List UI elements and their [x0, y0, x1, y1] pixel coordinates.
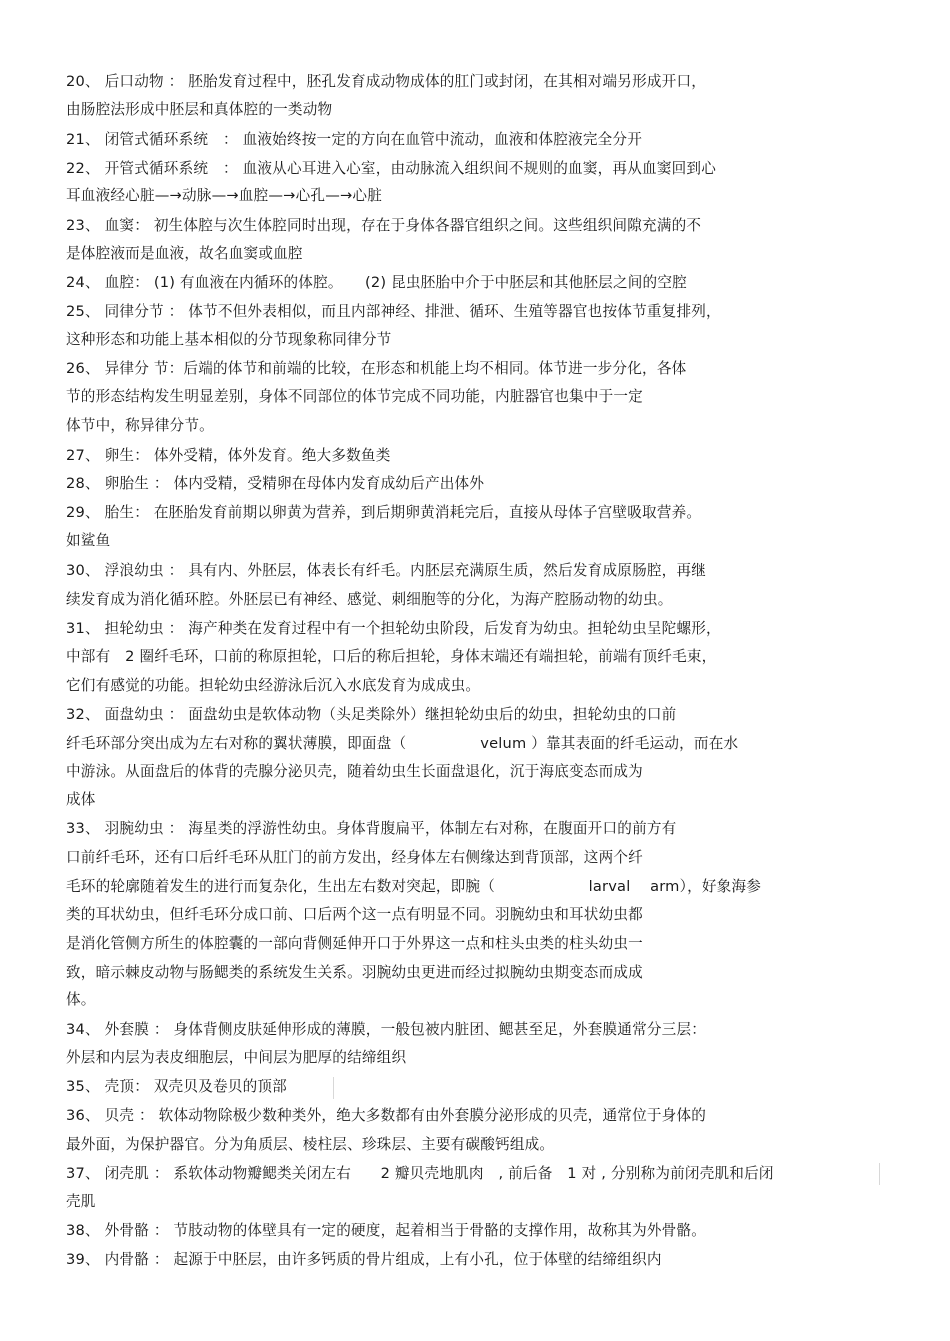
- text-line: 体。: [66, 991, 96, 1008]
- text-line: 致，暗示棘皮动物与肠鳃类的系统发生关系。羽腕幼虫更进而经过拟腕幼虫期变态而成成: [66, 964, 643, 981]
- text-line: 如鲨鱼: [66, 532, 111, 549]
- text-line: 节的形态结构发生明显差别，身体不同部位的体节完成不同功能，内脏器官也集中于一定: [66, 388, 643, 405]
- divider-line: [879, 1163, 880, 1185]
- text-line: 毛环的轮廓随着发生的进行而复杂化，生出左右数对突起，即腕（ larval arm），好象海参: [66, 878, 762, 895]
- text-line: 29、 胎生： 在胚胎发育前期以卵黄为营养，到后期卵黄消耗完后，直接从母体子宫壁吸取营养。: [66, 504, 702, 521]
- text-line: 成体: [66, 791, 96, 808]
- text-line: 最外面，为保护器官。分为角质层、棱柱层、珍珠层、主要有碳酸钙组成。: [66, 1136, 555, 1153]
- text-line: 纤毛环部分突出成为左右对称的翼状薄膜，即面盘（ velum ）靠其表面的纤毛运动，而在水: [66, 735, 739, 752]
- text-line: 36、 贝壳 ： 软体动物除极少数种类外，绝大多数都有由外套膜分泌形成的贝壳，通常位于身体的: [66, 1107, 707, 1124]
- text-line: 中游泳。从面盘后的体背的壳腺分泌贝壳，随着幼虫生长面盘退化，沉于海底变态而成为: [66, 763, 643, 780]
- text-line: 23、 血窦： 初生体腔与次生体腔同时出现，存在于身体各器官组织之间。这些组织间隙充满的不: [66, 217, 702, 234]
- text-line: 外层和内层为表皮细胞层，中间层为肥厚的结缔组织: [66, 1049, 407, 1066]
- text-line: 32、 面盘幼虫 ： 面盘幼虫是软体动物（头足类除外）继担轮幼虫后的幼虫，担轮幼虫的口前: [66, 706, 677, 723]
- text-line: 口前纤毛环，还有口后纤毛环从肛门的前方发出，经身体左右侧缘达到背顶部，这两个纤: [66, 849, 643, 866]
- text-line: 它们有感觉的功能。担轮幼虫经游泳后沉入水底发育为成成虫。: [66, 677, 481, 694]
- text-line: 26、 异律分 节：后端的体节和前端的比较，在形态和机能上均不相同。体节进一步分化，各体: [66, 360, 687, 377]
- text-line: 34、 外套膜 ： 身体背侧皮肤延伸形成的薄膜，一般包被内脏团、鳃甚至足，外套膜通常分三层：: [66, 1021, 707, 1038]
- text-line: 体节中，称异律分节。: [66, 417, 214, 434]
- text-line: 37、 闭壳肌 ： 系软体动物瓣鳃类关闭左右 2 瓣贝壳地肌肉 , 前后备 1 对 , 分别称为前闭壳肌和后闭: [66, 1165, 774, 1182]
- text-line: 21、 闭管式循环系统 ： 血液始终按一定的方向在血管中流动，血液和体腔液完全分开: [66, 131, 643, 148]
- text-line: 壳肌: [66, 1193, 96, 1210]
- text-line: 类的耳状幼虫，但纤毛环分成口前、口后两个这一点有明显不同。羽腕幼虫和耳状幼虫都: [66, 906, 643, 923]
- text-line: 20、 后口动物 ： 胚胎发育过程中，胚孔发育成动物成体的肛门或封闭，在其相对端另形成开口，: [66, 73, 707, 90]
- text-line: 是体腔液而是血液，故名血窦或血腔: [66, 245, 303, 262]
- text-line: 31、 担轮幼虫 ： 海产种类在发育过程中有一个担轮幼虫阶段，后发育为幼虫。担轮幼虫呈陀螺形，: [66, 620, 721, 637]
- text-line: 39、 内骨骼 ： 起源于中胚层，由许多钙质的骨片组成，上有小孔，位于体壁的结缔组织内: [66, 1251, 662, 1268]
- text-line: 35、 壳顶： 双壳贝及卷贝的顶部: [66, 1078, 287, 1095]
- text-line: 30、 浮浪幼虫 ： 具有内、外胚层，体表长有纤毛。内胚层充满原生质，然后发育成原肠腔，再继: [66, 562, 707, 579]
- text-line: 24、 血腔： (1) 有血液在内循环的体腔。 (2) 昆虫胚胎中介于中胚层和其他胚层之间的空腔: [66, 274, 687, 291]
- divider-line: [333, 1077, 334, 1099]
- text-line: 27、 卵生： 体外受精，体外发育。绝大多数鱼类: [66, 447, 391, 464]
- text-line: 33、 羽腕幼虫 ： 海星类的浮游性幼虫。身体背腹扁平，体制左右对称，在腹面开口的前方有: [66, 820, 677, 837]
- text-line: 是消化管侧方所生的体腔囊的一部向背侧延伸开口于外界这一点和柱头虫类的柱头幼虫一: [66, 935, 643, 952]
- text-line: 由肠腔法形成中胚层和真体腔的一类动物: [66, 101, 333, 118]
- text-line: 耳血液经心脏—→动脉—→血腔—→心孔—→心脏: [66, 187, 383, 204]
- text-line: 这种形态和功能上基本相似的分节现象称同律分节: [66, 331, 392, 348]
- text-line: 38、 外骨骼 ： 节肢动物的体壁具有一定的硬度，起着相当于骨骼的支撑作用，故称其为外骨骼。: [66, 1222, 707, 1239]
- text-line: 28、 卵胎生 ： 体内受精，受精卵在母体内发育成幼后产出体外: [66, 475, 485, 492]
- text-line: 22、 开管式循环系统 ： 血液从心耳进入心室，由动脉流入组织间不规则的血窦，再从血窦回到心: [66, 160, 716, 177]
- text-line: 中部有 2 圈纤毛环，口前的称原担轮，口后的称后担轮，身体末端还有端担轮，前端有顶纤毛束，: [66, 648, 717, 665]
- text-line: 续发育成为消化循环腔。外胚层已有神经、感觉、刺细胞等的分化，为海产腔肠动物的幼虫。: [66, 591, 673, 608]
- text-line: 25、 同律分节 ： 体节不但外表相似，而且内部神经、排泄、循环、生殖等器官也按体节重复排列，: [66, 303, 721, 320]
